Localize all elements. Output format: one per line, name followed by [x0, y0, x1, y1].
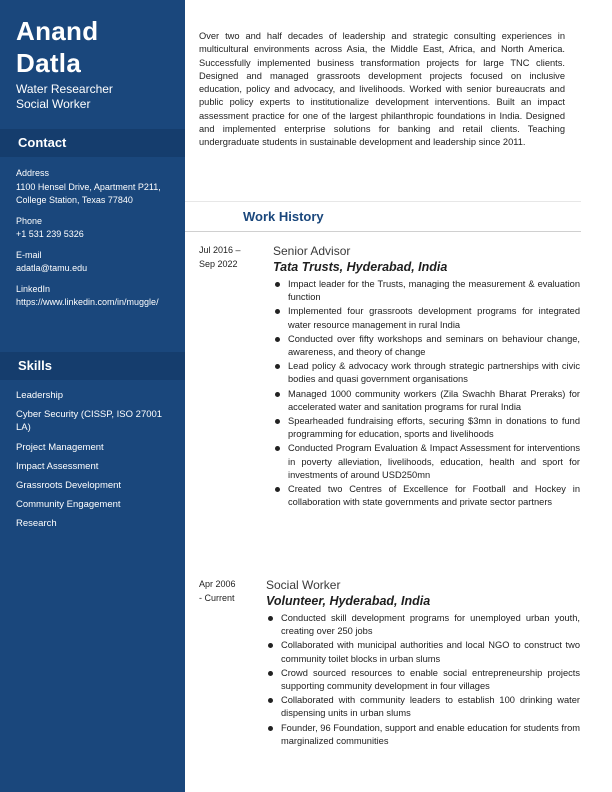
email-label: E-mail: [16, 249, 42, 260]
skill-item: Impact Assessment: [16, 460, 99, 472]
linkedin-label: LinkedIn: [16, 283, 51, 294]
address-value: 1100 Hensel Drive, Apartment P211, College Station, Texas 77840: [16, 181, 161, 205]
job-bullet: [273, 333, 580, 359]
contact-heading: Contact: [18, 135, 67, 150]
job-bullet-list: [273, 278, 580, 509]
title-water-researcher: Water Researcher: [16, 82, 113, 96]
job-bullet: [266, 694, 580, 720]
contact-heading-band: [0, 129, 185, 157]
job-body: [266, 578, 580, 749]
address-label: Address: [16, 168, 50, 178]
job-bullet-text: Managed 1000 community workers (Zila Swachh Bharat Preraks) for accelerated water and sanitation programs for rural India: [288, 388, 580, 412]
skill-item: Project Management: [16, 441, 104, 453]
work-history-heading-band: [185, 201, 581, 232]
phone-value[interactable]: +1 531 239 5326: [16, 229, 84, 239]
skill-item: Community Engagement: [16, 499, 121, 511]
last-name: Datla: [16, 48, 82, 78]
bullet-icon: [268, 671, 273, 676]
job-bullet-text: Collaborated with community leaders to establish 100 drinking water dispensing units in urban slums: [281, 695, 580, 719]
job-title: Social Worker: [266, 578, 341, 592]
first-name: Anand: [16, 16, 99, 46]
skill-item: Research: [16, 518, 57, 530]
job-bullet: [273, 442, 580, 482]
job-bullet: [273, 305, 580, 331]
job-bullet-text: Impact leader for the Trusts, managing the measurement & evaluation function: [288, 279, 580, 303]
candidate-name: [16, 15, 176, 79]
job-bullet-text: Created two Centres of Excellence for Football and Hockey in collaboration with state governments and private sector partners: [288, 484, 580, 508]
bullet-icon: [275, 282, 280, 287]
job-bullet: [266, 722, 580, 748]
job-bullet: [273, 415, 580, 441]
job-bullet: [273, 278, 580, 304]
job-bullet-text: Crowd sourced resources to enable social entrepreneurship projects supporting community development in four villages: [281, 667, 580, 692]
bullet-icon: [275, 364, 280, 369]
skills-list: [16, 389, 176, 537]
skill-item: Grassroots Development: [16, 480, 122, 492]
job-bullet-list: [266, 612, 580, 748]
job-bullet: [273, 360, 580, 386]
job-bullet: [273, 388, 580, 414]
candidate-titles: [16, 82, 176, 112]
linkedin-link[interactable]: https://www.linkedin.com/in/muggle/: [16, 297, 159, 307]
job-date-end: Sep 2022: [199, 258, 238, 269]
bullet-icon: [275, 419, 280, 424]
job-bullet-text: Conducted Program Evaluation & Impact Assessment for interventions in poverty alleviation, livelihoods, education, health and sport for investments of around USD250mn: [288, 443, 580, 480]
job-bullet-text: Spearheaded fundraising efforts, securing $3mn in donations to fund programming for education, sports and livelihoods: [288, 416, 580, 440]
job-bullet: [266, 639, 580, 665]
professional-summary: Over two and half decades of leadership and strategic consulting experiences in multicultural environments across Asia, the Middle East, Africa, and North America. Successfully implemented business transformation projects for large TNC clients. Designed and managed grassroots development projects focused on inclusive education, policy and advocacy, and livelihoods. Worked with senior bureaucrats and public policy experts to institutionalize development interventions. Built an impact assessment practice for one of the largest philanthropic foundations in India. Designed and implemented enterprise solutions for banking and retail clients. Teaching undergraduate students in sustainable development and leadership since 2011.: [199, 31, 565, 148]
job-date-start: Jul 2016 –: [199, 245, 241, 255]
sidebar: [0, 0, 185, 792]
job-date-start: Apr 2006: [199, 579, 236, 589]
job-bullet-text: Conducted over fifty workshops and seminars on behaviour change, awareness, and theory of change: [288, 333, 580, 358]
job-body: [273, 244, 580, 510]
bullet-icon: [275, 392, 280, 397]
bullet-icon: [268, 643, 273, 648]
job-bullet: [266, 667, 580, 693]
job-title: Senior Advisor: [273, 244, 351, 258]
email-link[interactable]: adatla@tamu.edu: [16, 263, 88, 273]
bullet-icon: [268, 616, 273, 621]
job-date-end: - Current: [199, 592, 235, 603]
job-dates: [199, 244, 259, 271]
work-history-heading: Work History: [243, 209, 324, 224]
bullet-icon: [268, 726, 273, 731]
skills-heading-band: [0, 352, 185, 380]
bullet-icon: [275, 446, 280, 451]
job-dates: [199, 578, 259, 605]
job-bullet: [273, 483, 580, 509]
bullet-icon: [275, 487, 280, 492]
job-employer: Volunteer, Hyderabad, India: [266, 594, 431, 608]
job-bullet-text: Founder, 96 Foundation, support and enable education for students from marginalized communities: [281, 722, 580, 746]
phone-label: Phone: [16, 215, 43, 226]
bullet-icon: [275, 309, 280, 314]
job-employer: Tata Trusts, Hyderabad, India: [273, 260, 448, 274]
contact-details: [16, 167, 176, 317]
job-bullet-text: Conducted skill development programs for unemployed urban youth, creating over 250 jobs: [281, 613, 580, 637]
skill-item: Leadership: [16, 390, 64, 401]
bullet-icon: [275, 337, 280, 342]
job-bullet-text: Collaborated with municipal authorities and local NGO to construct two community toilet blocks in urban slums: [281, 640, 580, 664]
bullet-icon: [268, 698, 273, 703]
job-bullet: [266, 612, 580, 638]
skill-item: Cyber Security (CISSP, ISO 27001 LA): [16, 409, 163, 434]
title-social-worker: Social Worker: [16, 97, 91, 111]
job-bullet-text: Implemented four grassroots development programs for integrated water resource management in rural India: [288, 306, 580, 330]
job-bullet-text: Lead policy & advocacy work through strategic partnerships with civic bodies and quasi government organisations: [288, 361, 580, 385]
skills-heading: Skills: [18, 358, 52, 373]
